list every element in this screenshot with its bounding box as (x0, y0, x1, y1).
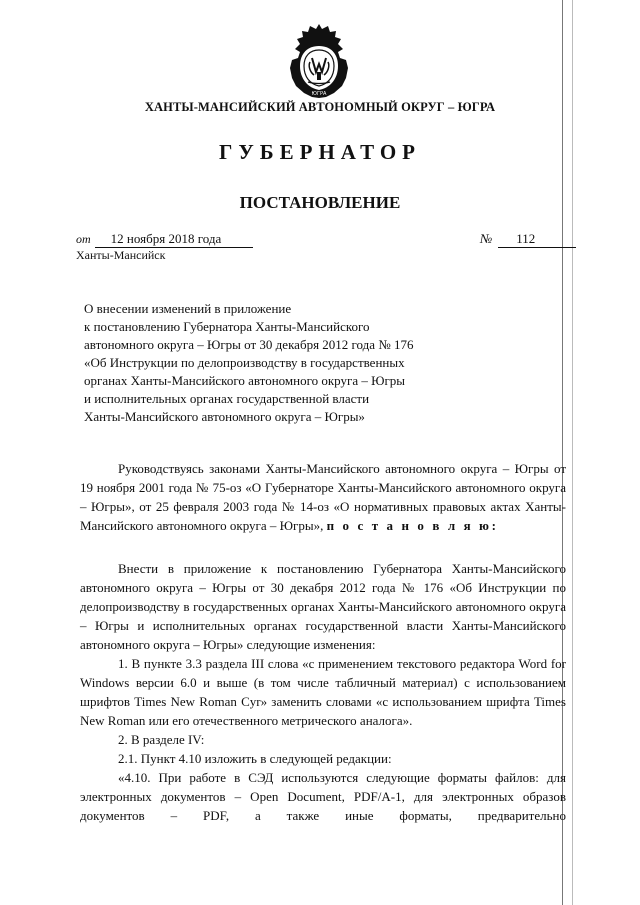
item-2-paragraph: 2. В разделе IV: (118, 732, 205, 747)
document-subject (84, 300, 413, 426)
crest-caption: ЮГРА (311, 91, 327, 97)
number-line (480, 231, 576, 248)
document-type: ПОСТАНОВЛЕНИЕ (239, 193, 401, 212)
decree-word: п о с т а н о в л я ю: (326, 518, 499, 533)
number-prefix: № (480, 231, 493, 246)
subject-line: органах Ханты-Мансийского автономного округа – Югры (84, 373, 406, 388)
date-line (76, 231, 253, 248)
coat-of-arms-emblem (286, 22, 352, 98)
subject-line: «Об Инструкции по делопроизводству в государственных (84, 355, 405, 370)
subject-line: к постановлению Губернатора Ханты-Мансийского (84, 319, 370, 334)
city-name: Ханты-Мансийск (76, 248, 166, 262)
authority-title: ГУБЕРНАТОР (218, 140, 422, 164)
preamble-paragraph (80, 459, 566, 535)
document-date: 12 ноября 2018 года (95, 231, 253, 248)
item-4-10-paragraph: «4.10. При работе в СЭД используются следующие форматы файлов: для электронных документов – Open Document, PDF/A-1, для электронных образов документов – PDF, а также иные форматы, предварительно (80, 770, 566, 823)
subject-line: О внесении изменений в приложение (84, 301, 292, 316)
item-2-1-paragraph: 2.1. Пункт 4.10 изложить в следующей редакции: (118, 751, 392, 766)
document-number: 112 (498, 231, 576, 248)
scan-edge-line-faint (572, 0, 573, 905)
subject-line: Ханты-Мансийского автономного округа – Югры» (84, 409, 365, 424)
subject-line: автономного округа – Югры от 30 декабря 2012 года № 176 (84, 337, 414, 352)
subject-line: и исполнительных органах государственной власти (84, 391, 370, 406)
main-paragraph: Внести в приложение к постановлению Губернатора Ханты-Мансийского автономного округа – Югры от 30 декабря 2012 года № 176 «Об Инструкции по делопроизводству в государственных органах Ханты-Мансийского автономного округа – Югры и исполнительных органах государственной власти Ханты-Мансийского автономного округа – Югры» следующие изменения: (80, 561, 566, 652)
item-1-paragraph: 1. В пункте 3.3 раздела III слова «с применением текстового редактора Word for Windows версии 6.0 и выше (в том числе табличный материал) с использованием шрифтов Times New Roman Cyr» заменить словами «с использованием шрифта Times New Roman или его отечественного метрического аналога». (80, 656, 566, 728)
date-prefix: от (76, 232, 91, 246)
document-body (80, 459, 566, 825)
region-name: ХАНТЫ-МАНСИЙСКИЙ АВТОНОМНЫЙ ОКРУГ – ЮГРА (144, 100, 496, 114)
preamble-text: Руководствуясь законами Ханты-Мансийского автономного округа – Югры от 19 ноября 2001 года № 75-оз «О Губернаторе Ханты-Мансийского автономного округа – Югры», от 25 февраля 2003 года № 14-оз «О нормативных правовых актах Ханты-Мансийского автономного округа – Югры», (80, 461, 566, 533)
